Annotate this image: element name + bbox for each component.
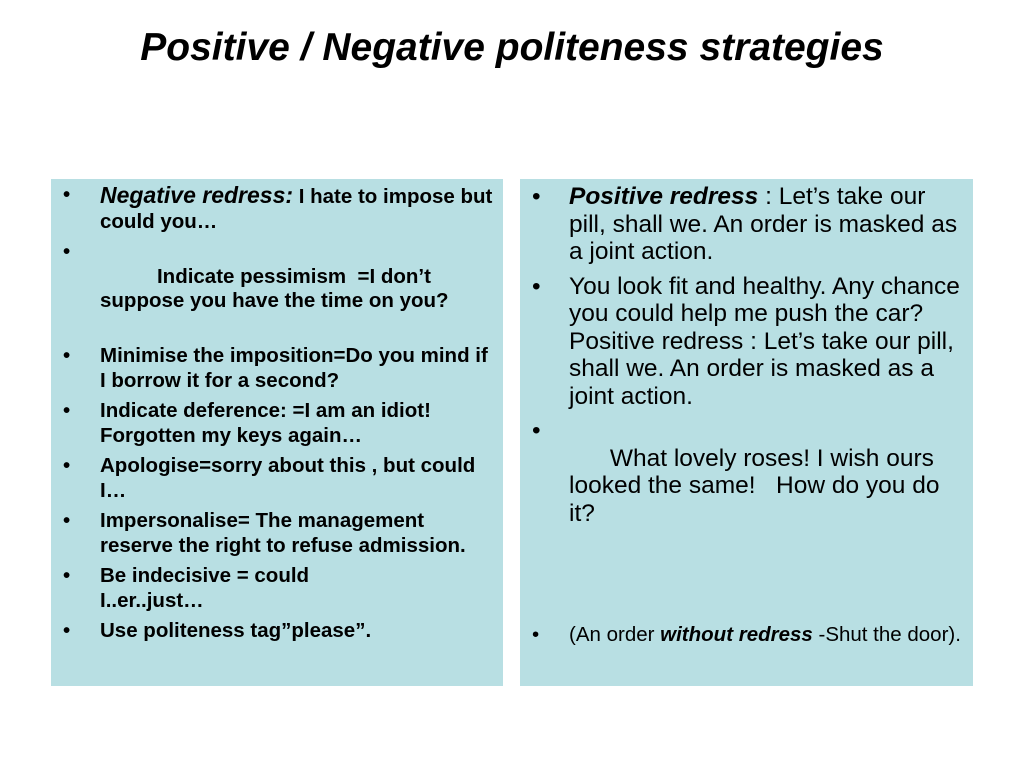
- bullet-icon: •: [63, 240, 71, 263]
- item-text: Apologise=sorry about this , but could I…: [100, 454, 476, 502]
- item-text: : Let’s take our pill, shall we. An order is masked as a joint action.: [569, 183, 958, 265]
- item-text: Use politeness tag”please”.: [100, 619, 372, 642]
- list-item: [526, 183, 965, 266]
- bullet-icon: •: [63, 344, 71, 367]
- item-text: What lovely roses! I wish ours looked the same! How do you do it?: [569, 444, 947, 527]
- footnote-after: -Shut the door).: [812, 623, 961, 646]
- list-item: [57, 564, 495, 613]
- bullet-icon: •: [63, 454, 71, 477]
- item-text: I hate to impose but could you…: [100, 185, 493, 233]
- positive-politeness-panel: [520, 179, 973, 686]
- item-text: Indicate pessimism =I don’t suppose you have the time on you?: [100, 264, 449, 312]
- positive-politeness-list: [526, 183, 965, 646]
- footnote-before: (An order: [569, 623, 661, 646]
- item-text: Indicate deference: =I am an idiot! Forgotten my keys again…: [100, 399, 431, 447]
- item-text: Minimise the imposition=Do you mind if I borrow it for a second?: [100, 344, 488, 392]
- bullet-icon: •: [63, 183, 71, 206]
- list-item: [57, 509, 495, 558]
- bullet-icon: •: [63, 619, 71, 642]
- bullet-icon: •: [63, 399, 71, 422]
- bullet-icon: •: [63, 509, 71, 532]
- list-item: [57, 240, 495, 338]
- list-item: [526, 273, 965, 411]
- list-item: [57, 619, 495, 644]
- item-text: Impersonalise= The management reserve the right to refuse admission.: [100, 509, 466, 557]
- list-item: [526, 417, 965, 555]
- item-text: Be indecisive = could I..er..just…: [100, 564, 310, 612]
- list-item: [57, 183, 495, 234]
- list-item: [57, 344, 495, 393]
- negative-politeness-list: [57, 183, 495, 644]
- bullet-icon: •: [63, 564, 71, 587]
- negative-politeness-panel: [51, 179, 503, 686]
- footnote-emphasis: without redress: [660, 623, 813, 646]
- bullet-icon: •: [532, 183, 541, 210]
- bullet-icon: •: [532, 272, 541, 300]
- bullet-icon: •: [532, 623, 540, 646]
- list-item: [57, 454, 495, 503]
- item-lead: Negative redress:: [100, 182, 294, 208]
- list-item: [57, 399, 495, 448]
- item-lead: Positive redress: [569, 183, 759, 210]
- bullet-icon: •: [532, 417, 541, 444]
- item-text: You look fit and healthy. Any chance you could help me push the car? Positive redress : Let’s take our pill, shall we. An order is masked as a joint action.: [569, 272, 960, 410]
- list-item-footnote: [526, 623, 965, 648]
- slide-title: Positive / Negative politeness strategies: [140, 26, 884, 69]
